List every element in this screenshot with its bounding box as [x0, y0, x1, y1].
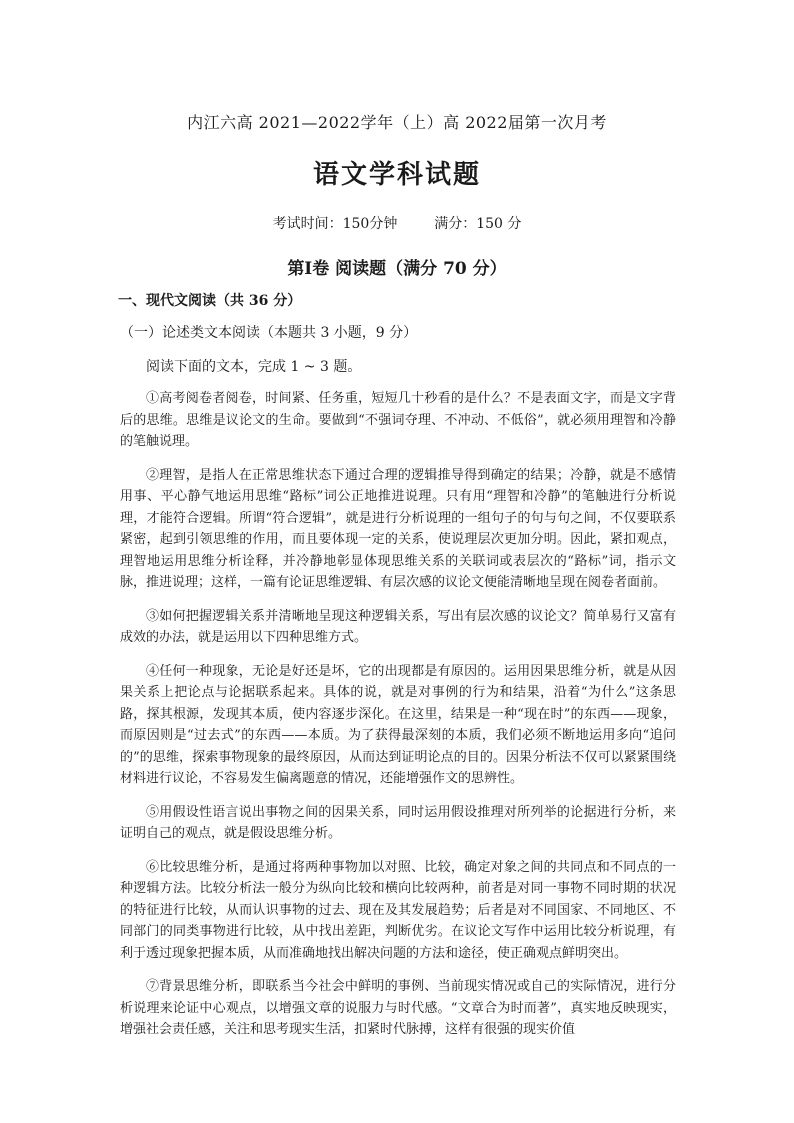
exam-info [0, 213, 794, 233]
paragraph-7: ⑦背景思维分析，即联系当今社会中鲜明的事例、当前现实情况或自己的实际情况，进行分析说理来论证中心观点，以增强文章的说服力与时代感。“文章合为时而著”，真实地反映现实，增强社会责任感，关注和思考现实生活，扣紧时代脉搏，这样有很强的现实价值 [120, 979, 676, 1037]
paragraph-4: ④任何一种现象，无论是好还是坏，它的出现都是有原因的。运用因果思维分析，就是从因果关系上把论点与论据联系起来。具体的说，就是对事例的行为和结果，沿着“为什么”这条思路，探其根源，发现其本质，使内容逐步深化。在这里，结果是一种“现在时”的东西——现象，而原因则是“过去式”的东西——本质。为了获得最深刻的本质，我们必须不断地运用多向“追问的”的思维，探索事物现象的最终原因，从而达到证明论点的目的。因果分析法不仅可以紧紧围绕材料进行议论，不容易发生偏离题意的情况，还能增强作文的思辨性。 [120, 663, 676, 786]
subsection-heading: （一）论述类文本阅读（本题共 3 小题，9 分） [120, 325, 418, 341]
reading-instruction: 阅读下面的文本，完成 1 ~ 3 题。 [146, 359, 362, 375]
section-heading: 一、现代文阅读（共 36 分） [118, 293, 302, 309]
paragraph-6: ⑥比较思维分析，是通过将两种事物加以对照、比较，确定对象之间的共同点和不同点的一种逻辑方法。比较分析法一般分为纵向比较和横向比较两种，前者是对同一事物不同时期的状况的特征进行比较，从而认识事物的过去、现在及其发展趋势；后者是对不同国家、不同地区、不同部门的同类事物进行比较，从中找出差距，判断优劣。在议论文写作中运用比较分析说理，有利于透过现象把握本质，从而准确地找出解决问题的方法和途径，使正确观点鲜明突出。 [120, 859, 676, 961]
paragraph-3: ③如何把握逻辑关系并清晰地呈现这种逻辑关系，写出有层次感的议论文？简单易行又富有成效的办法，就是运用以下四种思维方式。 [120, 608, 676, 645]
exam-title: 内江六高 2021—2022学年（上）高 2022届第一次月考 [187, 113, 607, 132]
part-title: 第Ⅰ卷 阅读题（满分 70 分） [287, 259, 507, 279]
paragraph-5: ⑤用假设性语言说出事物之间的因果关系，同时运用假设推理对所列举的论据进行分析，来证明自己的观点，就是假设思维分析。 [120, 804, 676, 841]
subject-title: 语文学科试题 [312, 160, 481, 190]
paragraph-2: ②理智，是指人在正常思维状态下通过合理的逻辑推导得到确定的结果；冷静，就是不感情用事、平心静气地运用思维“路标”词公正地推进说理。只有用“理智和冷静”的笔触进行分析说理，才能符合逻辑。所谓“符合逻辑”，就是进行分析说理的一组句子的句与句之间，不仅要联系紧密，起到引领思维的作用，而且要体现一定的关系，使说理层次更加分明。因此，紧扣观点，理智地运用思维分析诠释，并冷静地彰显体现思维关系的关联词或表层次的“路标”词，指示文脉，推进说理；这样，一篇有论证思维逻辑、有层次感的议论文便能清晰地呈现在阅卷者面前。 [120, 467, 676, 590]
full-score: 满分：150 分 [434, 216, 522, 232]
reading-passage [120, 388, 676, 1053]
exam-time: 考试时间：150分钟 [272, 216, 398, 232]
paragraph-1: ①高考阅卷者阅卷，时间紧、任务重，短短几十秒看的是什么？不是表面文字，而是文字背后的思维。思维是议论文的生命。要做到“不强词夺理、不冲动、不低俗”，就必须用理智和冷静的笔触说理。 [120, 391, 676, 449]
